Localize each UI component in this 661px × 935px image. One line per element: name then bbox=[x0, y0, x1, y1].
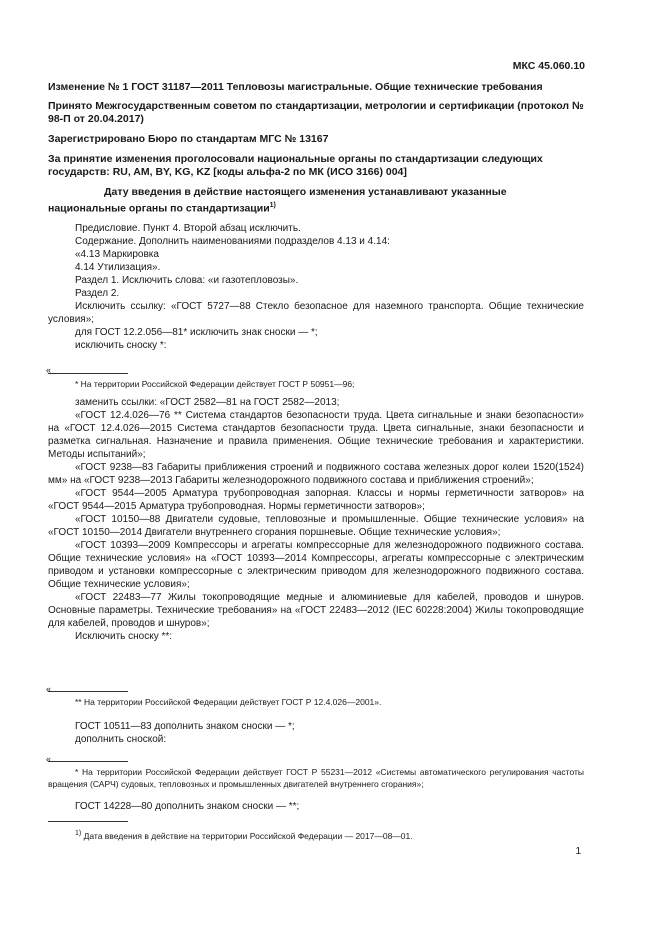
quote-mark: « bbox=[46, 365, 52, 375]
body-paragraph: «ГОСТ 9544—2005 Арматура трубопроводная запорная. Классы и нормы герметичности затворов» на «ГОСТ 9544—2015 Арматура трубопроводная. Нормы герметичности затворов»; bbox=[48, 488, 584, 512]
body-line: «4.13 Маркировка bbox=[75, 249, 159, 260]
body-paragraph: «ГОСТ 10393—2009 Компрессоры и агрегаты компрессорные для железнодорожного подвижного состава. Общие технические условия» на «ГОСТ 10393—2014 Компрессоры, агрегаты компрессорные с электрическим приводом и установки компрессорные с электрическим приводом для железнодорожного подвижного состава. Общие технические условия»; bbox=[48, 540, 584, 590]
body-paragraph: «ГОСТ 9238—83 Габариты приближения строений и подвижного состава железных дорог колеи 1520(1524) мм» на «ГОСТ 9238—2013 Габариты железнодорожного подвижного состава и приближения строений»; bbox=[48, 462, 584, 486]
body-block-3 bbox=[48, 720, 584, 746]
inserted-footnote-3: * На территории Российской Федерации действует ГОСТ Р 55231—2012 «Системы автоматического регулирования частоты вращения (САРЧ) судовых, тепловозных и промышленных двигателей внутреннего сгорания»; bbox=[48, 767, 584, 789]
body-block-2 bbox=[48, 396, 584, 643]
date-intro-sup: 1) bbox=[269, 202, 276, 209]
classification-code: МКС 45.060.10 bbox=[512, 60, 585, 72]
body-line: исключить сноску *: bbox=[75, 340, 167, 351]
date-intro bbox=[48, 186, 584, 216]
page-footnote-sup: 1) bbox=[75, 830, 82, 837]
body-line: 4.14 Утилизация». bbox=[75, 262, 161, 273]
quote-mark: « bbox=[46, 684, 52, 694]
body-block-1 bbox=[48, 222, 584, 352]
date-intro-text: Дату введения в действие настоящего изменения устанавливают указанные национальные органы по стандартизации bbox=[48, 186, 507, 215]
body-line: для ГОСТ 12.2.056—81* исключить знак сноски — *; bbox=[75, 327, 318, 338]
page-footnote-text: Дата введения в действие на территории Российской Федерации — 2017—08—01. bbox=[83, 830, 413, 841]
body-line: Раздел 2. bbox=[75, 288, 120, 299]
footnote-separator bbox=[48, 691, 128, 692]
adopted-statement: Принято Межгосударственным советом по стандартизации, метрологии и сертификации (протокол № 98-П от 20.04.2017) bbox=[48, 100, 584, 125]
body-line: ГОСТ 10511—83 дополнить знаком сноски — *; bbox=[75, 721, 295, 732]
body-line: ГОСТ 14228—80 дополнить знаком сноски — **; bbox=[75, 801, 300, 812]
quote-mark: « bbox=[46, 754, 52, 764]
inserted-footnote-1: * На территории Российской Федерации действует ГОСТ Р 50951—96; bbox=[75, 379, 355, 389]
voted-statement: За принятие изменения проголосовали национальные органы по стандартизации следующих государств: RU, AM, BY, KG, KZ [коды альфа-2 по МК (ИСО 3166) 004] bbox=[48, 153, 543, 178]
body-line: Исключить ссылку: «ГОСТ 5727—88 Стекло безопасное для наземного транспорта. Общие технические условия»; bbox=[48, 301, 584, 325]
body-line: заменить ссылки: «ГОСТ 2582—81 на ГОСТ 2582—2013; bbox=[75, 397, 340, 408]
body-paragraph: «ГОСТ 22483—77 Жилы токопроводящие медные и алюминиевые для кабелей, проводов и шнуров. Основные параметры. Технические требования» на «ГОСТ 22483—2012 (IEC 60228:2004) Жилы токопроводящие для кабелей, проводов и шнуров»; bbox=[48, 592, 584, 629]
body-paragraph: «ГОСТ 10150—88 Двигатели судовые, тепловозные и промышленные. Общие технические условия» на «ГОСТ 10150—2014 Двигатели внутреннего сгорания поршневые. Общие технические условия»; bbox=[48, 514, 584, 538]
change-title: Изменение № 1 ГОСТ 31187—2011 Тепловозы магистральные. Общие технические требования bbox=[48, 81, 543, 93]
body-line: Исключить сноску **: bbox=[75, 631, 173, 642]
page-footnote bbox=[48, 828, 584, 842]
page-number: 1 bbox=[575, 846, 581, 857]
body-paragraph: «ГОСТ 12.4.026—76 ** Система стандартов безопасности труда. Цвета сигнальные и знаки безопасности» на «ГОСТ 12.4.026—2015 Система стандартов безопасности труда. Цвета сигнальные, знаки безопасности и разметка сигнальная. Назначение и правила применения. Общие технические требования и характеристики. Методы испытаний»; bbox=[48, 410, 584, 460]
page-footnote-separator bbox=[48, 821, 128, 822]
body-block-4 bbox=[48, 800, 584, 813]
body-line: Раздел 1. Исключить слова: «и газотепловозы». bbox=[75, 275, 299, 286]
registered-statement: Зарегистрировано Бюро по стандартам МГС № 13167 bbox=[48, 133, 329, 145]
inserted-footnote-2: ** На территории Российской Федерации действует ГОСТ Р 12.4.026—2001». bbox=[75, 697, 382, 707]
footnote-separator bbox=[48, 373, 128, 374]
body-line: Предисловие. Пункт 4. Второй абзац исключить. bbox=[75, 223, 301, 234]
body-line: дополнить сноской: bbox=[75, 734, 167, 745]
footnote-separator bbox=[48, 761, 128, 762]
body-line: Содержание. Дополнить наименованиями подразделов 4.13 и 4.14: bbox=[75, 236, 390, 247]
